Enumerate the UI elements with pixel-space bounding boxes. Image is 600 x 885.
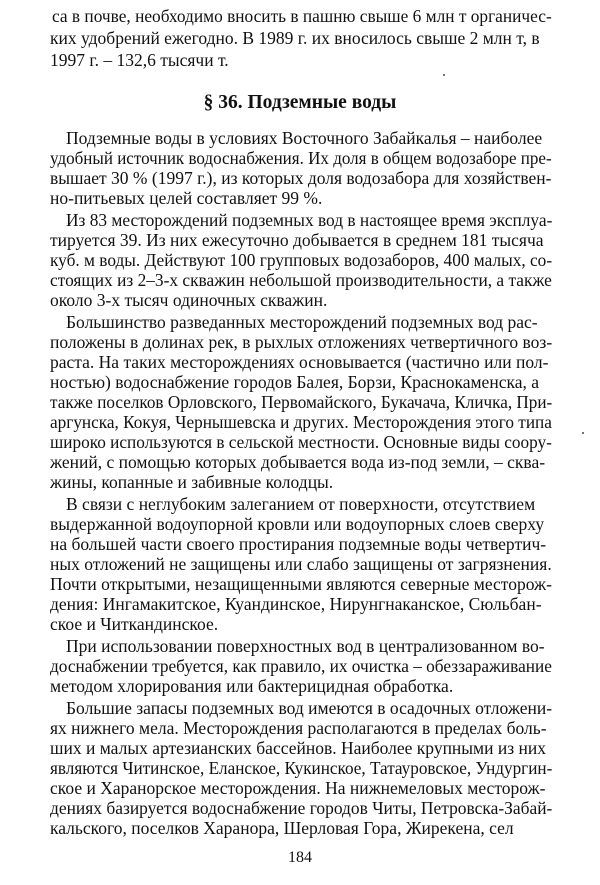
section-title: § 36. Подземные воды	[203, 92, 397, 113]
text-line: Из 83 месторождений подземных вод в настоящее время эксплуа-	[66, 210, 553, 230]
text-line: ших и малых артезианских бассейнов. Наиболее крупными из них	[50, 738, 547, 758]
text-line: на большей части своего простирания подземные воды четвертич-	[50, 534, 547, 554]
text-line: положены в долинах рек, в рыхлых отложениях четвертичного воз-	[50, 332, 553, 352]
text-line: Большие запасы подземных вод имеются в осадочных отложени-	[66, 698, 553, 718]
text-line: ностью) водоснабжение городов Балея, Борзи, Краснокаменска, а	[50, 372, 539, 392]
text-line: широко используются в сельской местности. Основные виды соору-	[50, 432, 552, 452]
scan-speck	[443, 74, 445, 76]
text-line: являются Читинское, Еланское, Кукинское, Татауровское, Ундургин-	[50, 758, 553, 778]
text-line: раста. На таких месторождениях основывается (частично или пол-	[50, 352, 549, 372]
text-line: 1997 г. – 132,6 тысячи т.	[50, 50, 229, 70]
text-line: ское и Харанорское месторождения. На нижнемеловых месторож-	[50, 778, 546, 798]
text-line: ных отложений не защищены или слабо защищены от загрязнения.	[50, 554, 552, 574]
text-line: При использовании поверхностных вод в централизованном во-	[66, 636, 545, 656]
text-line: дениях базируется водоснабжение городов Читы, Петровска-Забай-	[50, 798, 553, 818]
text-line: ких удобрений ежегодно. В 1989 г. их вносилось свыше 2 млн т, в	[50, 28, 540, 48]
text-line: аргунска, Кокуя, Чернышевска и других. Месторождения этого типа	[50, 412, 552, 432]
text-line: Большинство разведанных месторождений подземных вод рас-	[66, 312, 538, 332]
text-line: жины, копанные и забивные колодцы.	[50, 472, 334, 492]
text-line: В связи с неглубоким залеганием от поверхности, отсутствием	[66, 494, 536, 514]
text-line: также поселков Орловского, Первомайского, Букачача, Кличка, При-	[50, 392, 553, 412]
text-line: кальского, поселков Харанора, Шерловая Гора, Жирекена, сел	[50, 818, 514, 838]
text-line: Подземные воды в условиях Восточного Забайкалья – наиболее	[66, 128, 543, 148]
text-line: доснабжении требуется, как правило, их очистка – обеззараживание	[50, 656, 552, 676]
text-line: тируется 39. Из них ежесуточно добывается в среднем 181 тысяча	[50, 230, 544, 250]
text-line: са в почве, необходимо вносить в пашню свыше 6 млн т органичес-	[52, 6, 552, 26]
text-line: Почти открытыми, незащищенными являются северные месторож-	[50, 574, 552, 594]
text-line: дения: Ингамакитское, Куандинское, Нирунгнаканское, Сюльбан-	[50, 594, 542, 614]
text-line: жений, с помощью которых добывается вода из-под земли, – сква-	[50, 452, 546, 472]
text-line: стоящих из 2–3-х скважин небольшой производительности, а также	[50, 270, 552, 290]
text-line: удобный источник водоснабжения. Их доля в общем водозаборе пре-	[50, 148, 552, 168]
text-line: но-питьевых целей составляет 99 %.	[50, 188, 323, 208]
text-line: около 3-х тысяч одиночных скважин.	[50, 290, 328, 310]
text-line: вышает 30 % (1997 г.), из которых доля водозабора для хозяйствен-	[50, 168, 552, 188]
scan-speck	[582, 432, 584, 434]
text-line: куб. м воды. Действуют 100 групповых водозаборов, 400 малых, со-	[50, 250, 553, 270]
page-number: 184	[288, 849, 312, 866]
text-line: выдержанной водоупорной кровли или водоупорных слоев сверху	[50, 514, 545, 534]
text-line: ское и Читкандинское.	[50, 614, 219, 634]
text-line: методом хлорирования или бактерицидная обработка.	[50, 676, 454, 696]
text-line: ях нижнего мела. Месторождения располагаются в пределах боль-	[50, 718, 547, 738]
